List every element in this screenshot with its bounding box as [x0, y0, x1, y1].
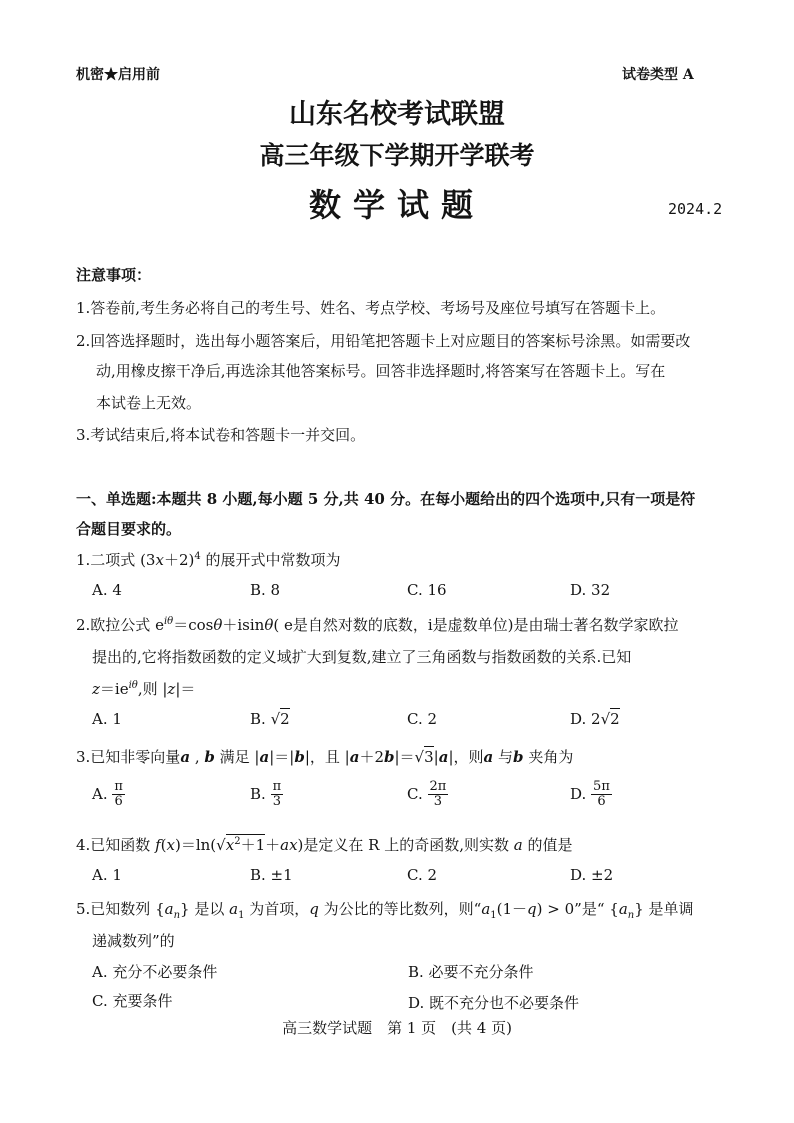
q2-text-f: ,则 | — [137, 680, 168, 698]
question-1-stem: 1.二项式 $(3x+2)^4$ 的展开式中常数项为 — [76, 551, 341, 569]
q5-text-a: 5.已知数列 { — [76, 900, 165, 918]
q2-option-d-root: 2 — [610, 710, 620, 728]
q3-option-c-den: 3 — [433, 794, 443, 810]
note-item-2-cont: 动,用橡皮擦干净后,再选涂其他答案标号。回答非选择题时,将答案写在答题卡上。写在 — [96, 362, 666, 380]
exam-title-line2: 高三年级下学期开学联考 — [259, 141, 535, 170]
note-item-3: 3.考试结束后,将本试卷和答题卡一并交回。 — [76, 426, 366, 444]
q3-text-a: 3.已知非零向量 — [76, 748, 181, 766]
q3-text-e: ＋2 — [359, 748, 384, 766]
question-5-line2: 递减数列”的 — [92, 932, 175, 950]
q3-option-a — [92, 780, 125, 810]
q3-text-g: 3 — [424, 748, 434, 766]
q4-text-d: ＋ — [265, 836, 281, 854]
section-heading-line2: 合题目要求的。 — [76, 520, 182, 538]
q3-option-c-num: 2π — [429, 779, 447, 794]
note-item-2-end: 本试卷上无效。 — [96, 394, 202, 412]
q2-text-d: ( e是自然对数的底数，i是虚数单位)是由瑞士著名数学家欧拉 — [273, 616, 679, 634]
paper-type-label: 试卷类型 A — [622, 67, 694, 83]
q5-option-d: D. 既不充分也不必要条件 — [408, 994, 580, 1012]
q1-option-a: A. 4 — [92, 581, 122, 599]
q3-text-j: 与 — [498, 748, 514, 766]
q3-option-c — [407, 780, 448, 810]
q4-text-c: ＋1 — [240, 836, 266, 854]
q2-text-c: ＋isin — [222, 616, 265, 634]
q3-text-d: |，且 | — [304, 748, 350, 766]
notes-heading: 注意事项： — [76, 266, 152, 284]
q3-option-a-label: A. — [92, 784, 108, 803]
q5-text-c: 为首项， — [249, 900, 310, 918]
q2-text-b: ＝cos — [173, 616, 214, 634]
q3-option-d — [570, 780, 612, 810]
question-4-stem: 4.已知函数 $f(x)=\ln(√x^2+1+ax)$是定义在 R 上的奇函数,则实数 a 的值是 — [76, 836, 573, 854]
q1-text-c: 的展开式中常数项为 — [200, 551, 341, 569]
q2-option-a: A. 1 — [92, 710, 122, 728]
exam-date: 2024.2 — [668, 200, 723, 218]
q3-option-d-den: 6 — [597, 794, 606, 810]
q3-option-b-num: π — [272, 779, 282, 794]
q3-text-k: 夹角为 — [528, 748, 574, 766]
q5-text-e: (1－ — [496, 900, 528, 918]
q3-option-c-label: C. — [407, 784, 423, 803]
q1-option-d: D. 32 — [570, 581, 611, 599]
q4-option-a: A. 1 — [92, 866, 122, 884]
q3-option-b-fraction — [271, 780, 284, 810]
q5-option-b: B. 必要不充分条件 — [408, 963, 534, 981]
question-3-stem: 3.已知非零向量a , b 满足 |a|＝|b|，且 |a＋2b|＝√3|a|，则a 与b 夹角为 — [76, 748, 574, 766]
section-heading-line1: 一、单选题:本题共 8 小题,每小题 5 分,共 40 分。在每小题给出的四个选项中,只有一项是符 — [76, 490, 696, 508]
q5-option-a: A. 充分不必要条件 — [92, 963, 218, 981]
q2-option-d-label: D. 2 — [570, 710, 601, 728]
note-item-2: 2.回答选择题时，选出每小题答案后，用铅笔把答题卡上对应题目的答案标号涂黑。如需要改 — [76, 332, 691, 350]
q1-text-b: ＋2) — [163, 551, 195, 569]
q2-text-e: ＝ie — [99, 680, 129, 698]
q2-text-g: |＝ — [175, 680, 196, 698]
page-footer: 高三数学试题 第 1 页 (共 4 页) — [282, 1019, 512, 1037]
q3-option-a-den: 6 — [114, 794, 123, 810]
q1-option-c: C. 16 — [407, 581, 447, 599]
q2-option-b-root: 2 — [280, 710, 290, 728]
q3-option-b-label: B. — [250, 784, 266, 803]
q3-option-d-num: 5π — [593, 779, 610, 794]
q1-exponent: 4 — [194, 551, 201, 562]
q4-option-c: C. 2 — [407, 866, 438, 884]
q2-option-c: C. 2 — [407, 710, 438, 728]
q3-option-d-label: D. — [570, 784, 587, 803]
q3-option-a-fraction — [112, 780, 125, 810]
exam-title-line1: 山东名校考试联盟 — [289, 99, 505, 130]
q4-text-b: ＝ln( — [180, 836, 217, 854]
q3-option-b-den: 3 — [272, 794, 281, 810]
confidential-label: 机密★启用前 — [76, 67, 160, 83]
q3-option-a-num: π — [114, 779, 123, 794]
q4-text-a: 4.已知函数 — [76, 836, 151, 854]
q2-option-b: B. √2 — [250, 710, 290, 728]
q3-text-i: |，则 — [448, 748, 484, 766]
q2-text-a: 2.欧拉公式 e — [76, 616, 164, 634]
q1-option-b: B. 8 — [250, 581, 281, 599]
note-item-1: 1.答卷前,考生务必将自己的考生号、姓名、考点学校、考场号及座位号填写在答题卡上。 — [76, 299, 666, 317]
q3-option-c-fraction — [428, 780, 449, 810]
q4-option-d: D. ±2 — [570, 866, 614, 884]
q5-text-b: } 是以 — [180, 900, 225, 918]
q3-text-f: |＝ — [394, 748, 415, 766]
q2-option-b-label: B. — [250, 710, 271, 728]
q3-text-h: | — [433, 748, 439, 766]
question-2-line2: 提出的,它将指数函数的定义域扩大到复数,建立了三角函数与指数函数的关系.已知 — [92, 648, 632, 666]
q3-option-b — [250, 780, 283, 810]
question-2-line1: 2.欧拉公式 $e^{i\theta}=\cos\theta+isin\theta$( e是自然对数的底数，i是虚数单位)是由瑞士著名数学家欧拉 — [76, 616, 679, 634]
question-5-line1: 5.已知数列 $\{a_n\}$ 是以 $a_1$ 为首项，q 为公比的等比数列，则“$a_1(1-q) > 0$”是“ $\{a_n\}$ 是单调 — [76, 900, 694, 921]
q4-text-f: 的值是 — [527, 836, 573, 854]
q5-text-d: 为公比的等比数列，则“ — [323, 900, 482, 918]
q5-text-f: ) > 0”是“ { — [536, 900, 619, 918]
q5-text-g: } 是单调 — [634, 900, 694, 918]
q2-option-d: D. 2√2 — [570, 710, 620, 728]
question-2-line3: $z=ie^{i\theta}$,则 |z|＝ — [92, 680, 196, 698]
exam-title-subject: 数学试题 — [308, 186, 485, 224]
q4-option-b: B. ±1 — [250, 866, 293, 884]
q3-option-d-fraction — [591, 780, 612, 810]
q5-option-c: C. 充要条件 — [92, 992, 173, 1010]
q3-text-b: 满足 | — [219, 748, 260, 766]
q1-text-a: 1.二项式 (3 — [76, 551, 156, 569]
q4-text-e: )是定义在 R 上的奇函数,则实数 — [297, 836, 509, 854]
q3-text-c: |＝| — [269, 748, 295, 766]
